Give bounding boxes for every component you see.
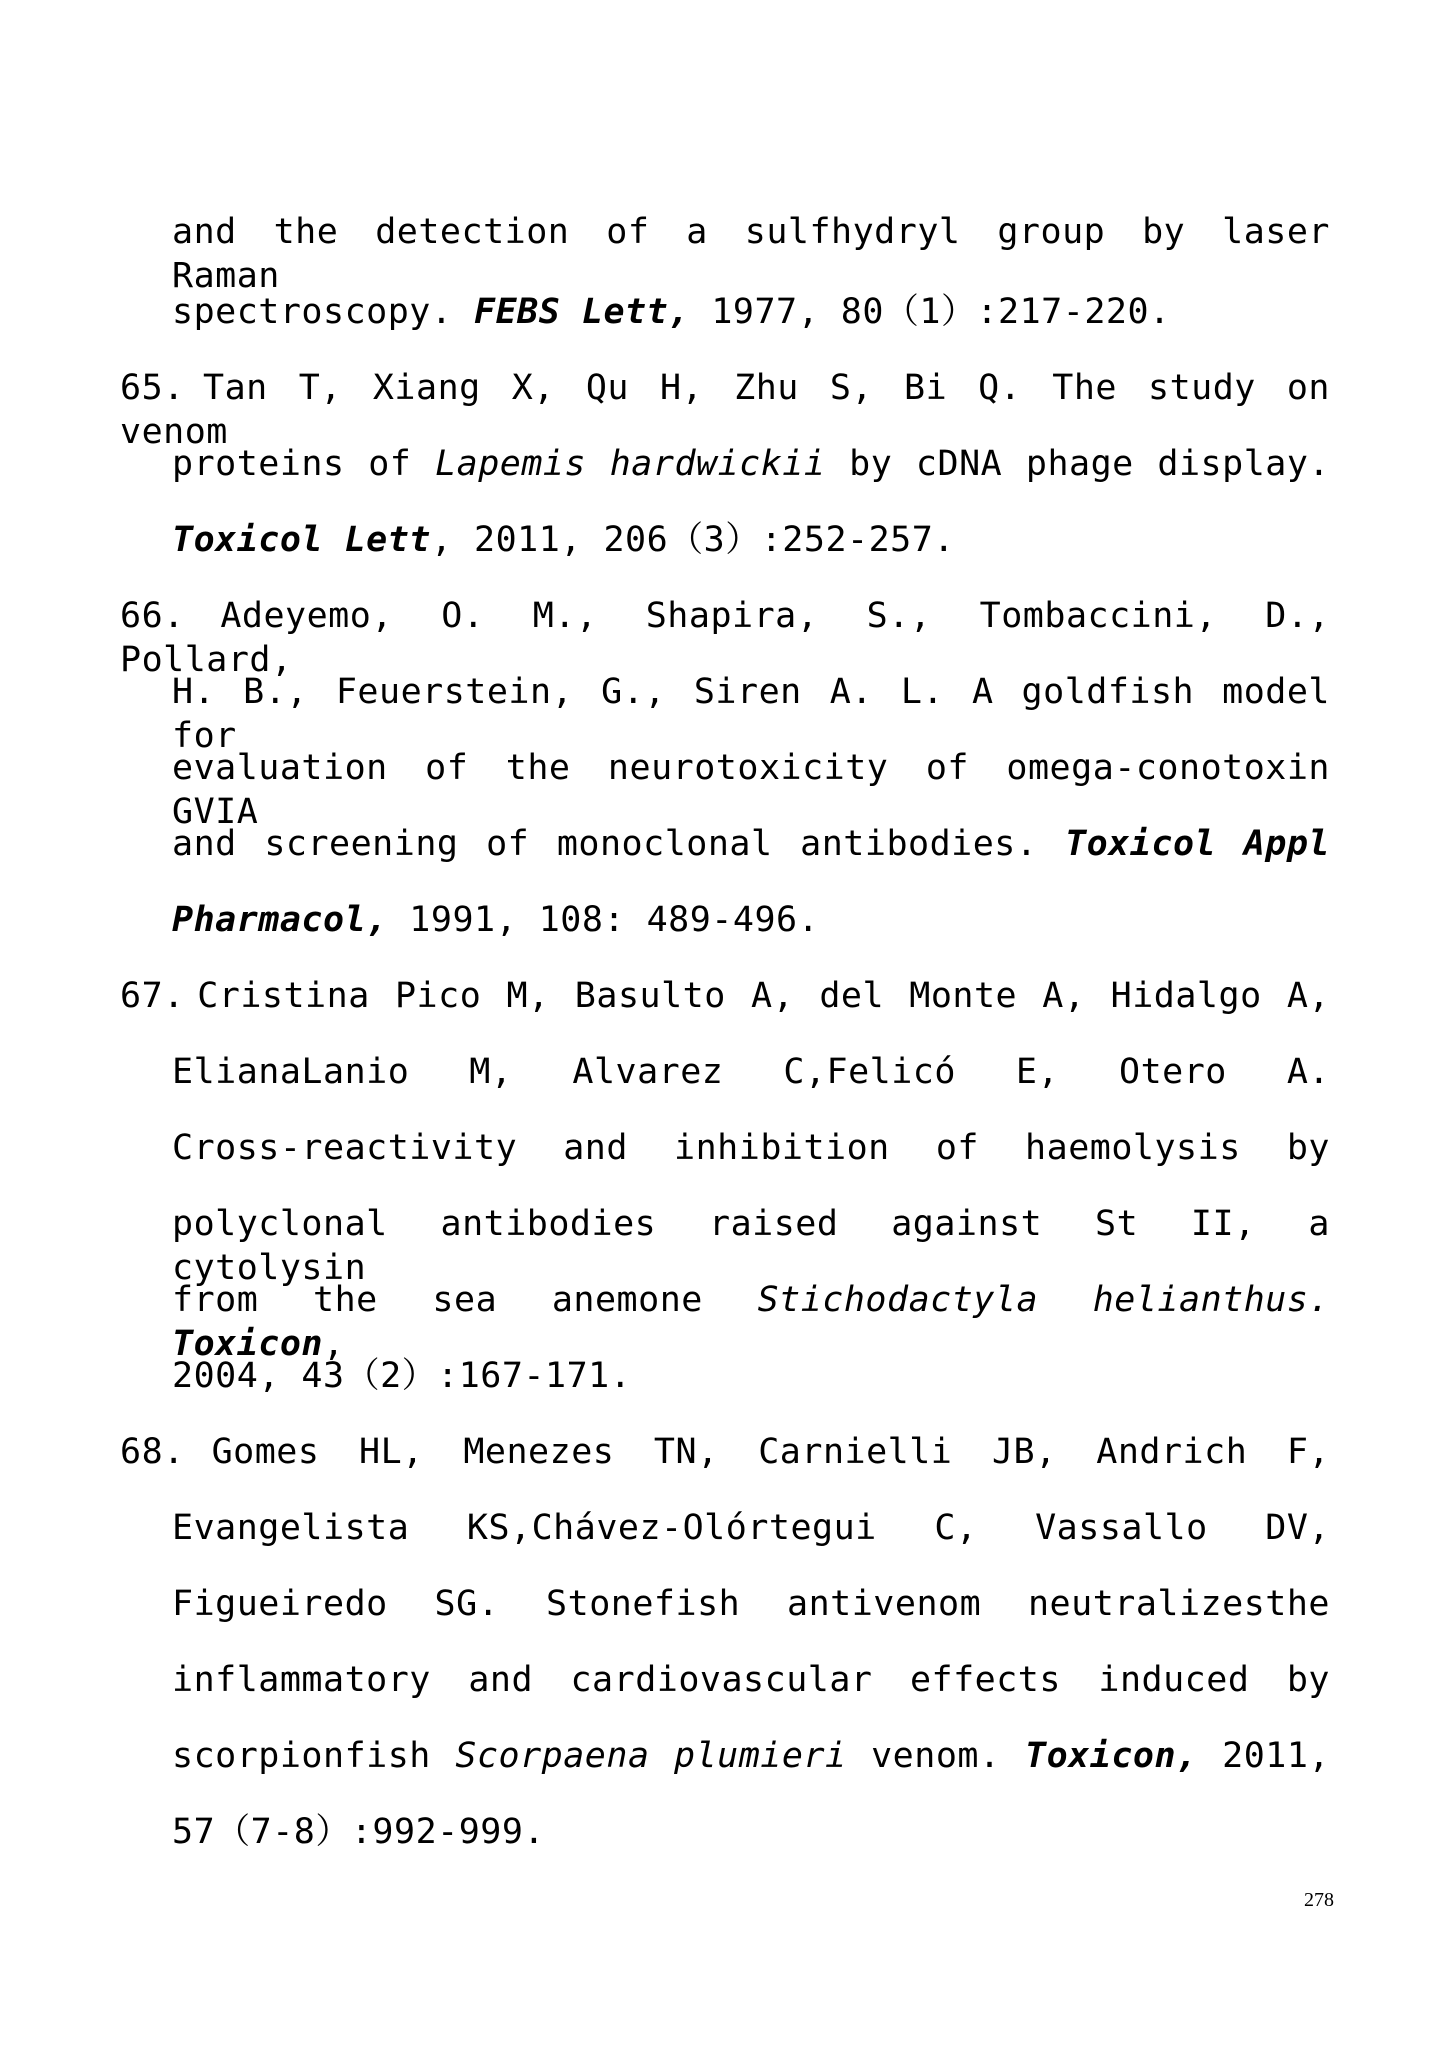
ref68-line-2: Evangelista KS,Chávez-Olórtegui C, Vassallo DV,: [172, 1508, 1330, 1548]
journal-name: Toxicon: [172, 1324, 324, 1364]
ref68-line-5: scorpionfish Scorpaena plumieri venom. Toxicon, 2011,: [172, 1736, 1330, 1776]
ref66-line-4: and screening of monoclonal antibodies. Toxicol Appl: [172, 824, 1330, 864]
reference-number: 65.: [120, 368, 185, 408]
journal-name: Toxicon,: [1025, 1736, 1198, 1776]
species-name: Stichodactyla helianthus.: [757, 1280, 1331, 1320]
ref68-line-4: inflammatory and cardiovascular effects induced by: [172, 1660, 1330, 1700]
ref66-line-2: H. B., Feuerstein, G., Siren A. L. A goldfish model for: [172, 672, 1330, 756]
ref66-line-5: Pharmacol, 1991, 108: 489-496.: [172, 900, 820, 940]
ref64-line-1: and the detection of a sulfhydryl group by laser Raman: [172, 212, 1330, 296]
ref68-line-1: 68. Gomes HL, Menezes TN, Carnielli JB, Andrich F,: [120, 1432, 1330, 1472]
ref67-line-5: from the sea anemone Stichodactyla helianthus. Toxicon,: [172, 1280, 1331, 1364]
journal-name: Pharmacol,: [172, 900, 388, 940]
species-name: Lapemis hardwickii: [435, 444, 826, 484]
ref68-line-3: Figueiredo SG. Stonefish antivenom neutralizesthe: [172, 1584, 1330, 1624]
reference-number: 66.: [120, 596, 185, 636]
ref66-line-1: 66. Adeyemo, O. M., Shapira, S., Tombaccini, D., Pollard,: [120, 596, 1330, 680]
journal-name: FEBS Lett,: [474, 292, 690, 332]
ref67-line-4: polyclonal antibodies raised against St II, a cytolysin: [172, 1204, 1330, 1288]
reference-number: 67.: [120, 976, 185, 1016]
ref65-line-3: Toxicol Lett, 2011, 206（3）:252-257.: [172, 520, 955, 560]
journal-name: Toxicol Appl: [1065, 824, 1330, 864]
ref67-line-2: ElianaLanio M, Alvarez C,Felicó E, Otero A.: [172, 1052, 1330, 1092]
journal-name: Toxicol Lett: [172, 520, 431, 560]
reference-number: 68.: [120, 1432, 185, 1472]
page-number: 278: [1304, 1889, 1334, 1911]
ref68-line-6: 57（7-8）:992-999.: [172, 1812, 546, 1852]
ref66-line-3: evaluation of the neurotoxicity of omega-conotoxin GVIA: [172, 748, 1330, 832]
ref65-line-2: proteins of Lapemis hardwickii by cDNA phage display.: [172, 444, 1330, 484]
ref67-line-6: 2004, 43（2）:167-171.: [172, 1356, 632, 1396]
ref64-line-2: spectroscopy. FEBS Lett, 1977, 80（1）:217-220.: [172, 292, 1171, 332]
ref67-line-1: 67. Cristina Pico M, Basulto A, del Monte A, Hidalgo A,: [120, 976, 1330, 1016]
ref67-line-3: Cross-reactivity and inhibition of haemolysis by: [172, 1128, 1330, 1168]
species-name: Scorpaena plumieri: [455, 1736, 847, 1776]
ref65-line-1: 65. Tan T, Xiang X, Qu H, Zhu S, Bi Q. The study on venom: [120, 368, 1330, 452]
